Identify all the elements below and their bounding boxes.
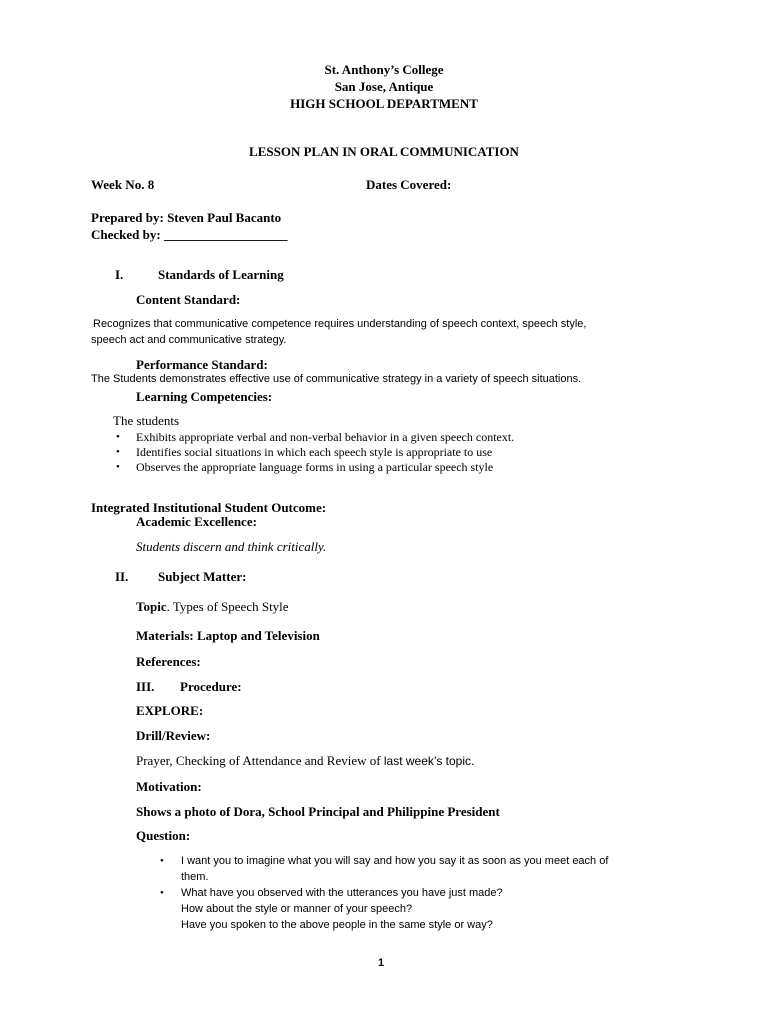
content-standard-line-1: Recognizes that communicative competence requires understanding of speech context, speech style, xyxy=(93,318,587,330)
section-1-number: I. xyxy=(115,267,124,282)
section-2-heading: Subject Matter: xyxy=(158,569,247,584)
topic-label: Topic xyxy=(136,599,167,614)
checked-by: Checked by: ___________________ xyxy=(91,227,288,242)
content-standard-label: Content Standard: xyxy=(136,292,241,307)
outcome-subheading: Academic Excellence: xyxy=(136,514,257,529)
question-2-line-3: Have you spoken to the above people in the same style or way? xyxy=(181,919,493,931)
drill-review-text xyxy=(136,753,474,769)
document-title: LESSON PLAN IN ORAL COMMUNICATION xyxy=(249,144,519,159)
drill-text-part-2: last week’s topic. xyxy=(383,754,475,768)
bullet-icon: • xyxy=(116,461,120,473)
drill-text-part-1: Prayer, Checking of Attendance and Review of xyxy=(136,753,384,768)
performance-standard-text: The Students demonstrates effective use of communicative strategy in a variety of speech situations. xyxy=(91,373,582,385)
outcome-heading: Integrated Institutional Student Outcome: xyxy=(91,500,327,515)
competency-item: Exhibits appropriate verbal and non-verbal behavior in a given speech context. xyxy=(136,430,515,444)
school-name: St. Anthony’s College xyxy=(324,62,444,77)
question-2-line-1: What have you observed with the utterances you have just made? xyxy=(181,887,503,899)
drill-review-label: Drill/Review: xyxy=(136,728,211,743)
question-label: Question: xyxy=(136,828,191,843)
bullet-icon: • xyxy=(160,855,164,867)
school-location: San Jose, Antique xyxy=(334,79,434,94)
materials: Materials: Laptop and Television xyxy=(136,628,320,643)
prepared-by: Prepared by: Steven Paul Bacanto xyxy=(91,210,282,225)
section-2-number: II. xyxy=(115,569,129,584)
topic-line xyxy=(136,599,289,615)
week-number: Week No. 8 xyxy=(91,177,155,192)
explore-label: EXPLORE: xyxy=(136,703,204,718)
outcome-text: Students discern and think critically. xyxy=(136,539,327,554)
learning-competencies-label: Learning Competencies: xyxy=(136,389,273,404)
competency-item: Identifies social situations in which each speech style is appropriate to use xyxy=(136,445,493,459)
motivation-text: Shows a photo of Dora, School Principal and Philippine President xyxy=(136,804,500,819)
references-label: References: xyxy=(136,654,201,669)
students-intro: The students xyxy=(113,413,180,428)
bullet-icon: • xyxy=(116,446,120,458)
motivation-label: Motivation: xyxy=(136,779,202,794)
question-1-line-1: I want you to imagine what you will say and how you say it as soon as you meet each of xyxy=(181,855,609,867)
department-name: HIGH SCHOOL DEPARTMENT xyxy=(290,96,478,111)
section-1-heading: Standards of Learning xyxy=(158,267,284,282)
page-number: 1 xyxy=(378,957,385,969)
topic-text: . Types of Speech Style xyxy=(166,599,289,614)
dates-covered: Dates Covered: xyxy=(366,177,452,192)
performance-standard-label: Performance Standard: xyxy=(136,357,268,372)
competency-item: Observes the appropriate language forms in using a particular speech style xyxy=(136,460,494,474)
question-2-line-2: How about the style or manner of your speech? xyxy=(181,903,413,915)
bullet-icon: • xyxy=(116,431,120,443)
content-standard-line-2: speech act and communicative strategy. xyxy=(91,334,287,346)
section-3-number: III. xyxy=(136,679,155,694)
bullet-icon: • xyxy=(160,887,164,899)
question-1-line-2: them. xyxy=(181,871,209,883)
section-3-heading: Procedure: xyxy=(180,679,242,694)
